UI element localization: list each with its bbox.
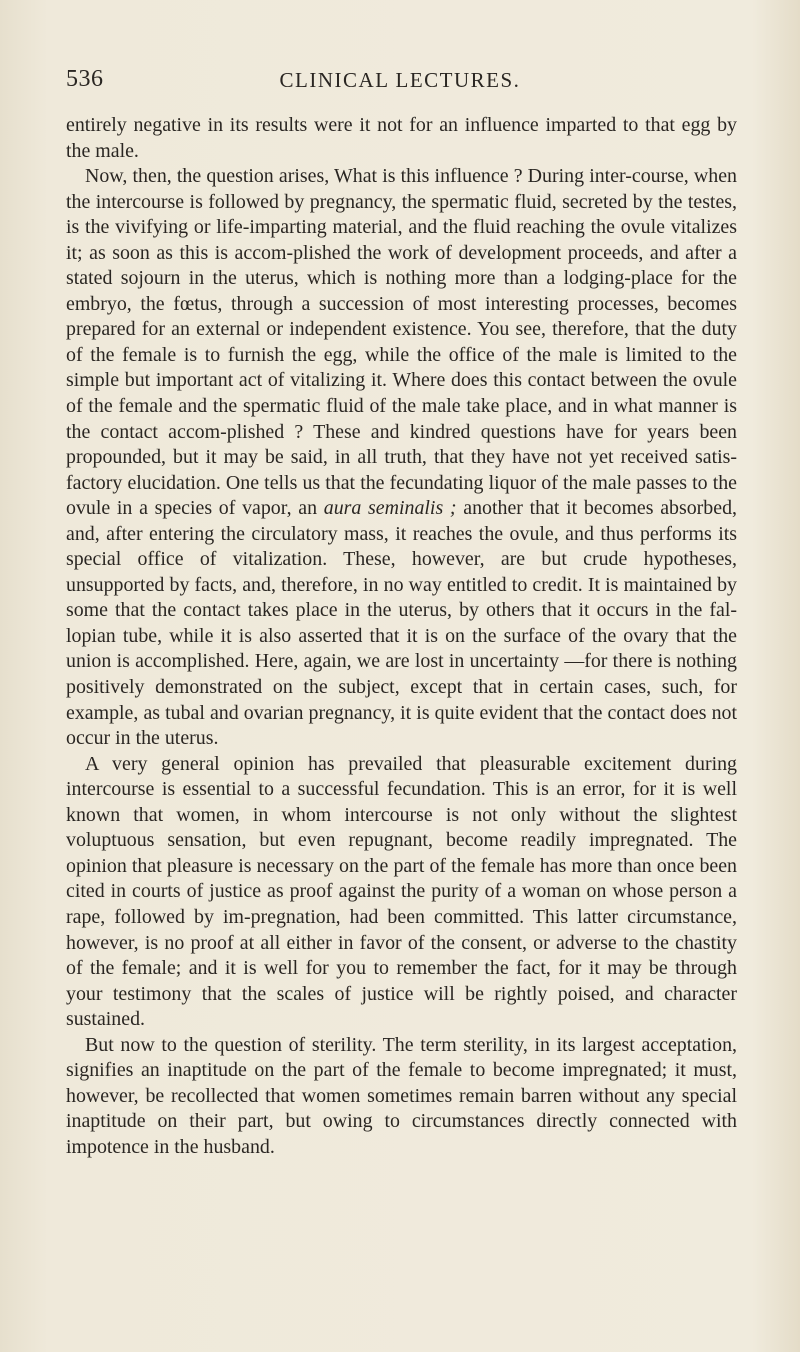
page-header — [0, 66, 800, 100]
paragraph-1: entirely negative in its results were it not for an influence imparted to that egg by the male. — [66, 114, 737, 162]
paragraph-4: But now to the question of sterility. The term sterility, in its largest acceptation, signifies an inaptitude on the part of the female to become impregnated; it must, however, be recollected that women sometimes remain barren without any special inaptitude on their part, but owing to circumstances directly connected with impotence in the husband. — [66, 1033, 737, 1158]
paragraph-2-text-a: Now, then, the question arises, What is this influence ? During inter-course, when the intercourse is followed by pregnancy, the spermatic fluid, secreted by the testes, is the vivifying or life-imparting material, and the fluid reaching the ovule vitalizes it; as soon as this is accom-plished the work of development proceeds, and after a stated sojourn in the uterus, which is nothing more than a lodging-place for the embryo, the fœtus, through a succession of most interesting processes, becomes prepared for an external or independent existence. You see, therefore, that the duty of the female is to furnish the egg, while the office of the male is limited to the simple but important act of vitalizing it. Where does this contact between the ovule of the female and the spermatic fluid of the male take place, and in what manner is the contact accom-plished ? These and kindred questions have for years been propounded, but it may be said, in all truth, that they have not yet received satis-factory elucidation. One tells us that the fecundating liquor of the male passes to the ovule in a species of vapor, an — [66, 165, 737, 520]
italic-phrase: aura seminalis ; — [323, 497, 457, 520]
running-head: CLINICAL LECTURES. — [279, 68, 521, 92]
body-text — [66, 113, 737, 1160]
page-number: 536 — [66, 66, 104, 92]
paragraph-2 — [66, 164, 737, 752]
paragraph-3: A very general opinion has prevailed that pleasurable excitement during intercourse is essential to a successful fecundation. This is an error, for it is well known that women, in whom intercourse is not only without the slightest voluptuous sensation, but even repugnant, become readily impregnated. The opinion that pleasure is necessary on the part of the female has more than once been cited in courts of justice as proof against the purity of a woman on whose person a rape, followed by im-pregnation, had been committed. This latter circumstance, however, is no proof at all either in favor of the consent, or adverse to the chastity of the female; and it is well for you to remember the fact, for it may be through your testimony that the scales of justice will be rightly poised, and character sustained. — [66, 752, 737, 1031]
paragraph-2-text-b: another that it becomes absorbed, and, after entering the circulatory mass, it reaches the ovule, and thus performs its special office of vitalization. These, however, are but crude hypotheses, unsupported by facts, and, therefore, in no way entitled to credit. It is maintained by some that the contact takes place in the uterus, by others that it occurs in the fal-lopian tube, while it is also asserted that it is on the surface of the ovary that the union is accomplished. Here, again, we are lost in uncertainty —for there is nothing positively demonstrated on the subject, except that in certain cases, such, for example, as tubal and ovarian pregnancy, it is quite evident that the contact does not occur in the uterus. — [66, 497, 737, 750]
